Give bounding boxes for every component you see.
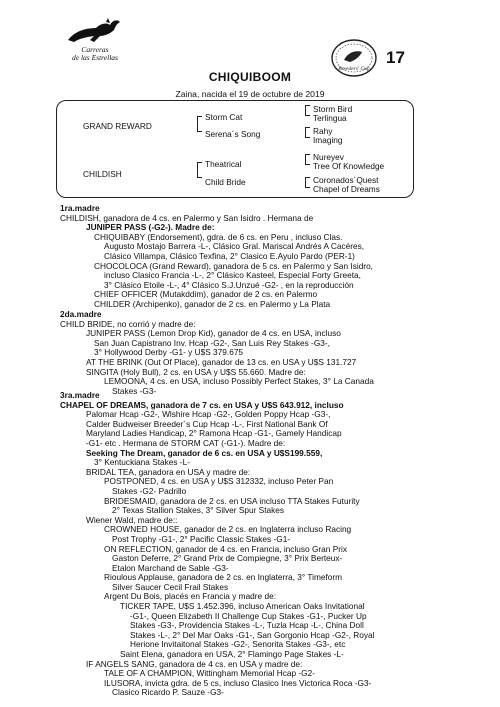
lot-number: 17	[386, 48, 405, 67]
text-line: BRIDESMAID, ganadora de 2 cs. en USA incluso TTA Stakes Futurity	[104, 495, 360, 506]
text-line: 3° Kentuckiana Stakes -L-	[94, 457, 191, 468]
text-line: Etalon Marchand de Sable -G3-	[112, 562, 229, 573]
text-line: ON REFLECTION, ganador de 4 cs. en Francia, incluso Gran Prix	[104, 543, 348, 554]
text-line: 3° Hollywood Derby -G1- y U$S 379.675	[94, 347, 244, 358]
pedigree-box	[56, 100, 414, 198]
ds-dam: Tree Of Knowledge	[313, 161, 385, 171]
text-line: CROWNED HOUSE, ganador de 2 cs. en Inglaterra incluso Racing	[104, 524, 352, 535]
horse-name: CHIQUIBOOM	[208, 70, 292, 84]
text-line: CHILD BRIDE, no corrió y madre de:	[60, 318, 196, 329]
text-line: Maryland Ladies Handicap, 2° Ramona Hcap -G1-, Gamely Handicap	[86, 428, 342, 439]
text-line: 3° Clásico Etoile -L-, 4° Clásico S.J.Unzué -G2- , en la reproducción	[104, 279, 354, 290]
sd-sire: Rahy	[313, 126, 333, 136]
text-line: Seeking The Dream, ganador de 6 cs. en USA y U$S199.559,	[86, 447, 323, 458]
section-heading: 3ra.madre	[60, 390, 100, 400]
text-line: CHILDISH, ganadora de 4 cs. en Palermo y San Isidro . Hermana de	[60, 212, 314, 223]
text-line: TALE OF A CHAMPION, Wittingham Memorial Hcap -G2-	[104, 668, 316, 679]
second-dam-section	[60, 310, 500, 396]
dam-sire: Theatrical	[205, 159, 242, 169]
bracket	[305, 105, 310, 116]
text-line: LEMOONA, 4 cs. en USA, incluso Possibly Perfect Stakes, 3° La Canada	[104, 376, 374, 387]
dam: CHILDISH	[83, 169, 122, 179]
text-line: Stakes -L-, 2° Del Mar Oaks -G1-, San Gorgonio Hcap -G2-, Royal	[130, 629, 375, 640]
bracket	[305, 154, 310, 165]
carreras-logo	[60, 16, 130, 76]
text-line: POSTPONED, 4 cs. en USA y U$S 312332, incluso Peter Pan	[104, 476, 334, 487]
text-line: Clásico Villampa, Clásico Texfina, 2° Clasico E.Ayulo Pardo (PER-1)	[104, 250, 355, 261]
bracket	[305, 177, 310, 188]
text-line: Herione Invitaitonal Stakes -G2-, Senorita Stakes -G3-, etc	[130, 639, 346, 650]
dam-dam: Child Bride	[205, 177, 246, 187]
svg-text:Breeders' Cup: Breeders' Cup	[338, 66, 370, 72]
section-heading: 1ra.madre	[60, 203, 100, 213]
text-line: TICKER TAPE, U$S 1.452.396, incluso American Oaks Invitational	[120, 601, 365, 612]
bracket	[197, 162, 202, 178]
text-line: Wiener Wald, madre de::	[86, 514, 178, 525]
text-line: AT THE BRINK (Out Of Place), ganador de 13 cs. en USA y U$S 131.727	[86, 356, 357, 367]
dd-dam: Chapel of Dreams	[313, 184, 380, 194]
text-line: Stakes -G2- Padrillo	[112, 485, 187, 496]
text-line: JUNIPER PASS (Lemon Drop Kid), ganador de 4 cs. en USA, incluso	[86, 328, 341, 339]
dd-sire: Coronados´Quest	[313, 175, 379, 185]
text-line: San Juan Capistrano Inv. Hcap -G2-, San Luis Rey Stakes -G3-,	[94, 337, 330, 348]
text-line: BRIDAL TEA, ganadora en USA y madre de:	[86, 466, 251, 477]
text-line: SINGITA (Holy Bull), 2 cs. en USA y U$S 55.660. Madre de:	[86, 366, 306, 377]
text-line: Argent Du Bois, placés en Francia y madre de:	[104, 591, 277, 602]
text-line: Silver Saucer Cecil Frail Stakes	[112, 581, 229, 592]
text-line: incluso Clasico Francia -L-, 2° Clásico Kasteel, Especial Forty Greeta,	[104, 270, 361, 281]
sire: GRAND REWARD	[83, 121, 152, 131]
text-line: CHIQUIBABY (Endorsement), gdra. de 6 cs. en Peru , incluso Clas.	[94, 231, 343, 242]
text-line: CHILDER (Archipenko), ganador de 2 cs. en Palermo y La Plata	[94, 298, 331, 309]
text-line: IF ANGELS SANG, ganadora de 4 cs. en USA y madre de:	[86, 658, 303, 669]
horse-icon	[60, 16, 130, 46]
section-heading: 2da.madre	[60, 309, 102, 319]
text-line: Stakes -G3-	[112, 385, 157, 396]
text-line: Palomar Hcap -G2-, Wlshire Hcap -G2-, Golden Poppy Hcap -G3-,	[86, 409, 331, 420]
text-line: Augusto Mostajo Barrera -L-, Clásico Gral. Mariscal Andrés A Cacéres,	[104, 241, 365, 252]
sire-dam: Serena´s Song	[205, 129, 261, 139]
text-line: Post Trophy -G1-, 2° Pacific Classic Stakes -G1-	[112, 533, 291, 544]
text-line: Saint Elena, ganadora en USA, 2° Flamingo Page Stakes -L-	[120, 649, 344, 660]
third-dam-section	[60, 391, 500, 698]
text-line: Stakes -G3-, Providencia Stakes -L-, Tuzla Hcap -L-, China Doll	[130, 620, 364, 631]
text-line: Calder Budweiser Breeder´s Cup Hcap -L-, First National Bank Of	[86, 418, 328, 429]
text-line: Gaston Deferre, 2° Grand Prix de Compiegne, 3° Prix Berteux-	[112, 553, 343, 564]
ss-dam: Terlingua	[313, 113, 347, 123]
text-line: CHAPEL OF DREAMS, ganadora de 7 cs. en USA y U$S 643.912, incluso	[60, 399, 344, 410]
text-line: CHOCOLOCA (Grand Reward), ganadora de 5 cs. en Palermo y San Isidro,	[94, 260, 373, 271]
sire-sire: Storm Cat	[205, 112, 243, 122]
text-line: CHIEF OFFICER (Mutakddim), ganador de 2 cs. en Palermo	[94, 289, 318, 300]
bracket	[197, 116, 202, 132]
text-line: -G1-, Queen Elizabeth II Challenge Cup Stakes -G1-, Pucker Up	[130, 610, 367, 621]
horse-description: Zaina, nacida el 19 de octubre de 2019	[175, 89, 325, 99]
ss-sire: Storm Bird	[313, 104, 353, 114]
logo-text: Carreras de las Estrellas	[72, 45, 118, 62]
text-line: ILUSORA, invicta gdra. de 5 cs, incluso Clasico Ines Victorica Roca -G3-	[104, 677, 372, 688]
sd-dam: Imaging	[313, 135, 343, 145]
bracket	[305, 127, 310, 138]
text-line: 2° Texas Stallion Stakes, 3° Silver Spur Stakes	[112, 505, 285, 516]
ds-sire: Nureyev	[313, 152, 344, 162]
text-line: Clasico Ricardo P. Sauze -G3-	[112, 687, 224, 698]
text-line: Rioulous Applause, ganadora de 2 cs. en Inglaterra, 3° Timeform	[104, 572, 343, 583]
text-line: -G1- etc . Hermana de STORM CAT (-G1-). Madre de:	[86, 437, 286, 448]
first-dam-section	[60, 204, 500, 310]
text-line: JUNIPER PASS (-G2-). Madre de:	[86, 222, 215, 233]
